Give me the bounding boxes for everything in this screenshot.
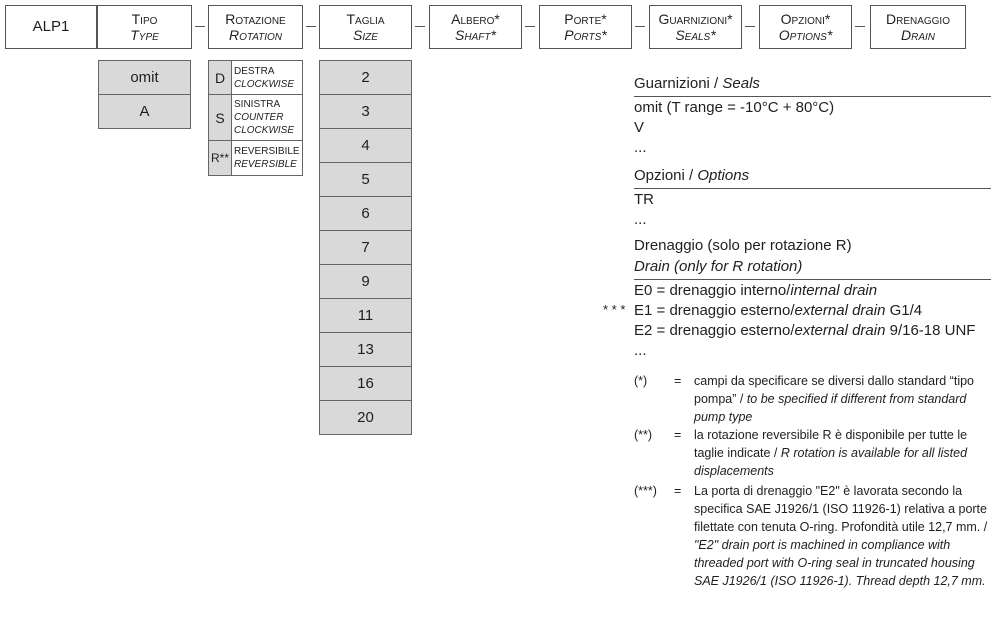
drain-header-en: Drain <box>900 27 935 43</box>
seals-title <box>634 75 760 92</box>
type-header-en: Type <box>130 27 159 43</box>
size-value: 16 <box>357 375 374 392</box>
shaft-header <box>429 5 522 49</box>
drain-item <box>634 282 877 299</box>
note-text-en: R rotation is available for all listed displacements <box>694 446 968 478</box>
rotation-code: D <box>209 61 232 94</box>
connector <box>525 26 535 27</box>
connector <box>635 26 645 27</box>
rotation-en: REVERSIBLE <box>234 159 297 170</box>
drain-item <box>634 302 922 319</box>
size-value: 13 <box>357 341 374 358</box>
seals-header <box>649 5 742 49</box>
seals-title-en: Seals <box>722 75 760 92</box>
drain-item-suffix: G1/4 <box>885 302 923 319</box>
rotation-en: CLOCKWISE <box>234 125 295 136</box>
drain-more: ... <box>634 342 647 359</box>
note-text-it: campi da specificare se diversi dallo standard “tipo pompa” / <box>694 374 974 406</box>
note <box>634 426 999 482</box>
drain-item-en: external drain <box>794 302 886 319</box>
ports-header-en: Ports* <box>564 27 607 43</box>
divider <box>634 188 991 189</box>
size-value: 11 <box>357 307 374 324</box>
size-header-en: Size <box>353 27 378 43</box>
options-title-it: Opzioni / <box>634 167 694 184</box>
size-option <box>319 230 412 265</box>
options-header-it: Opzioni* <box>780 11 831 27</box>
connector <box>195 26 205 27</box>
ports-header <box>539 5 632 49</box>
note-text-en: "E2" drain port is machined in compliance with threaded port with O-ring seal in truncated housing SAE J1926/1 (ISO 11926-1). Thread depth 12,7 mm. <box>694 538 986 588</box>
model-label: ALP1 <box>32 18 70 35</box>
options-header-en: Options* <box>778 27 833 43</box>
seals-item: V <box>634 119 645 136</box>
connector <box>855 26 865 27</box>
options-title <box>634 167 749 184</box>
note-text-en: to be specified if different from standard pump type <box>694 392 967 424</box>
size-option <box>319 162 412 197</box>
drain-item-suffix: 9/16-18 UNF <box>885 322 976 339</box>
drain-item-it: E2 = drenaggio esterno/ <box>634 322 795 339</box>
divider <box>634 96 991 97</box>
rotation-header <box>208 5 303 49</box>
rotation-option-r <box>208 140 303 176</box>
note-eq: = <box>674 374 682 388</box>
seals-header-en: Seals* <box>675 27 716 43</box>
connector <box>306 26 316 27</box>
note-mark: (*) <box>634 374 648 388</box>
note-eq: = <box>674 484 682 498</box>
size-option <box>319 298 412 333</box>
size-option <box>319 400 412 435</box>
type-option-label: A <box>139 103 150 120</box>
options-item: ... <box>634 211 647 228</box>
model-box <box>5 5 97 49</box>
type-option-omit <box>98 60 191 95</box>
drain-header <box>870 5 966 49</box>
shaft-header-en: Shaft* <box>455 27 496 43</box>
type-option-label: omit <box>130 69 159 86</box>
size-option <box>319 94 412 129</box>
drain-title-it: Drenaggio (solo per rotazione R) <box>634 237 852 254</box>
seals-header-it: Guarnizioni* <box>658 11 733 27</box>
size-option <box>319 332 412 367</box>
rotation-en: CLOCKWISE <box>234 79 295 90</box>
drain-header-it: Drenaggio <box>885 11 950 27</box>
note <box>634 372 999 428</box>
size-header <box>319 5 412 49</box>
size-value: 7 <box>361 239 370 256</box>
options-title-en: Options <box>697 167 750 184</box>
note-text-it: La porta di drenaggio "E2" è lavorata secondo la specifica SAE J1926/1 (ISO 11926-1) relativa a porte filettate con tenuta O-ring. Profondità utile 12,7 mm. / <box>694 484 988 534</box>
note-mark: (**) <box>634 428 653 442</box>
size-value: 20 <box>357 409 374 426</box>
rotation-it: DESTRA <box>234 66 275 77</box>
drain-marker: * * * <box>603 302 626 317</box>
note-mark: (***) <box>634 484 657 498</box>
rotation-option-s <box>208 94 303 141</box>
divider <box>634 279 991 280</box>
seals-item: omit (T range = -10°C + 80°C) <box>634 99 835 116</box>
size-value: 6 <box>361 205 370 222</box>
type-header-it: Tipo <box>131 11 158 27</box>
drain-title-en: Drain (only for R rotation) <box>634 258 803 275</box>
drain-item-en: external drain <box>794 322 886 339</box>
drain-item-it: E0 = drenaggio interno/ <box>634 282 791 299</box>
size-value: 4 <box>361 137 370 154</box>
size-option <box>319 264 412 299</box>
rotation-header-it: Rotazione <box>225 11 286 27</box>
size-value: 5 <box>361 171 370 188</box>
size-option <box>319 196 412 231</box>
rotation-it: SINISTRA <box>234 99 281 110</box>
rotation-code: R** <box>209 141 232 175</box>
note-eq: = <box>674 428 682 442</box>
size-option <box>319 128 412 163</box>
connector <box>415 26 425 27</box>
options-header <box>759 5 852 49</box>
size-option <box>319 366 412 401</box>
drain-item-it: E1 = drenaggio esterno/ <box>634 302 795 319</box>
size-header-it: Taglia <box>346 11 385 27</box>
connector <box>745 26 755 27</box>
rotation-code: S <box>209 95 232 140</box>
seals-title-it: Guarnizioni / <box>634 75 719 92</box>
type-header <box>97 5 192 49</box>
drain-item <box>634 322 975 339</box>
rotation-en: COUNTER <box>234 112 284 123</box>
size-value: 3 <box>361 103 370 120</box>
shaft-header-it: Albero* <box>451 11 500 27</box>
size-value: 9 <box>361 273 370 290</box>
ports-header-it: Porte* <box>564 11 607 27</box>
note <box>634 482 999 622</box>
note-text-it: la rotazione reversibile R è disponibile per tutte le taglie indicate / <box>694 428 968 460</box>
options-item: TR <box>634 191 654 208</box>
type-option-a <box>98 94 191 129</box>
rotation-it: REVERSIBILE <box>234 146 300 157</box>
size-value: 2 <box>361 69 370 86</box>
seals-item: ... <box>634 139 647 156</box>
rotation-header-en: Rotation <box>228 27 283 43</box>
drain-item-en: internal drain <box>790 282 878 299</box>
size-option <box>319 60 412 95</box>
rotation-option-d <box>208 60 303 95</box>
